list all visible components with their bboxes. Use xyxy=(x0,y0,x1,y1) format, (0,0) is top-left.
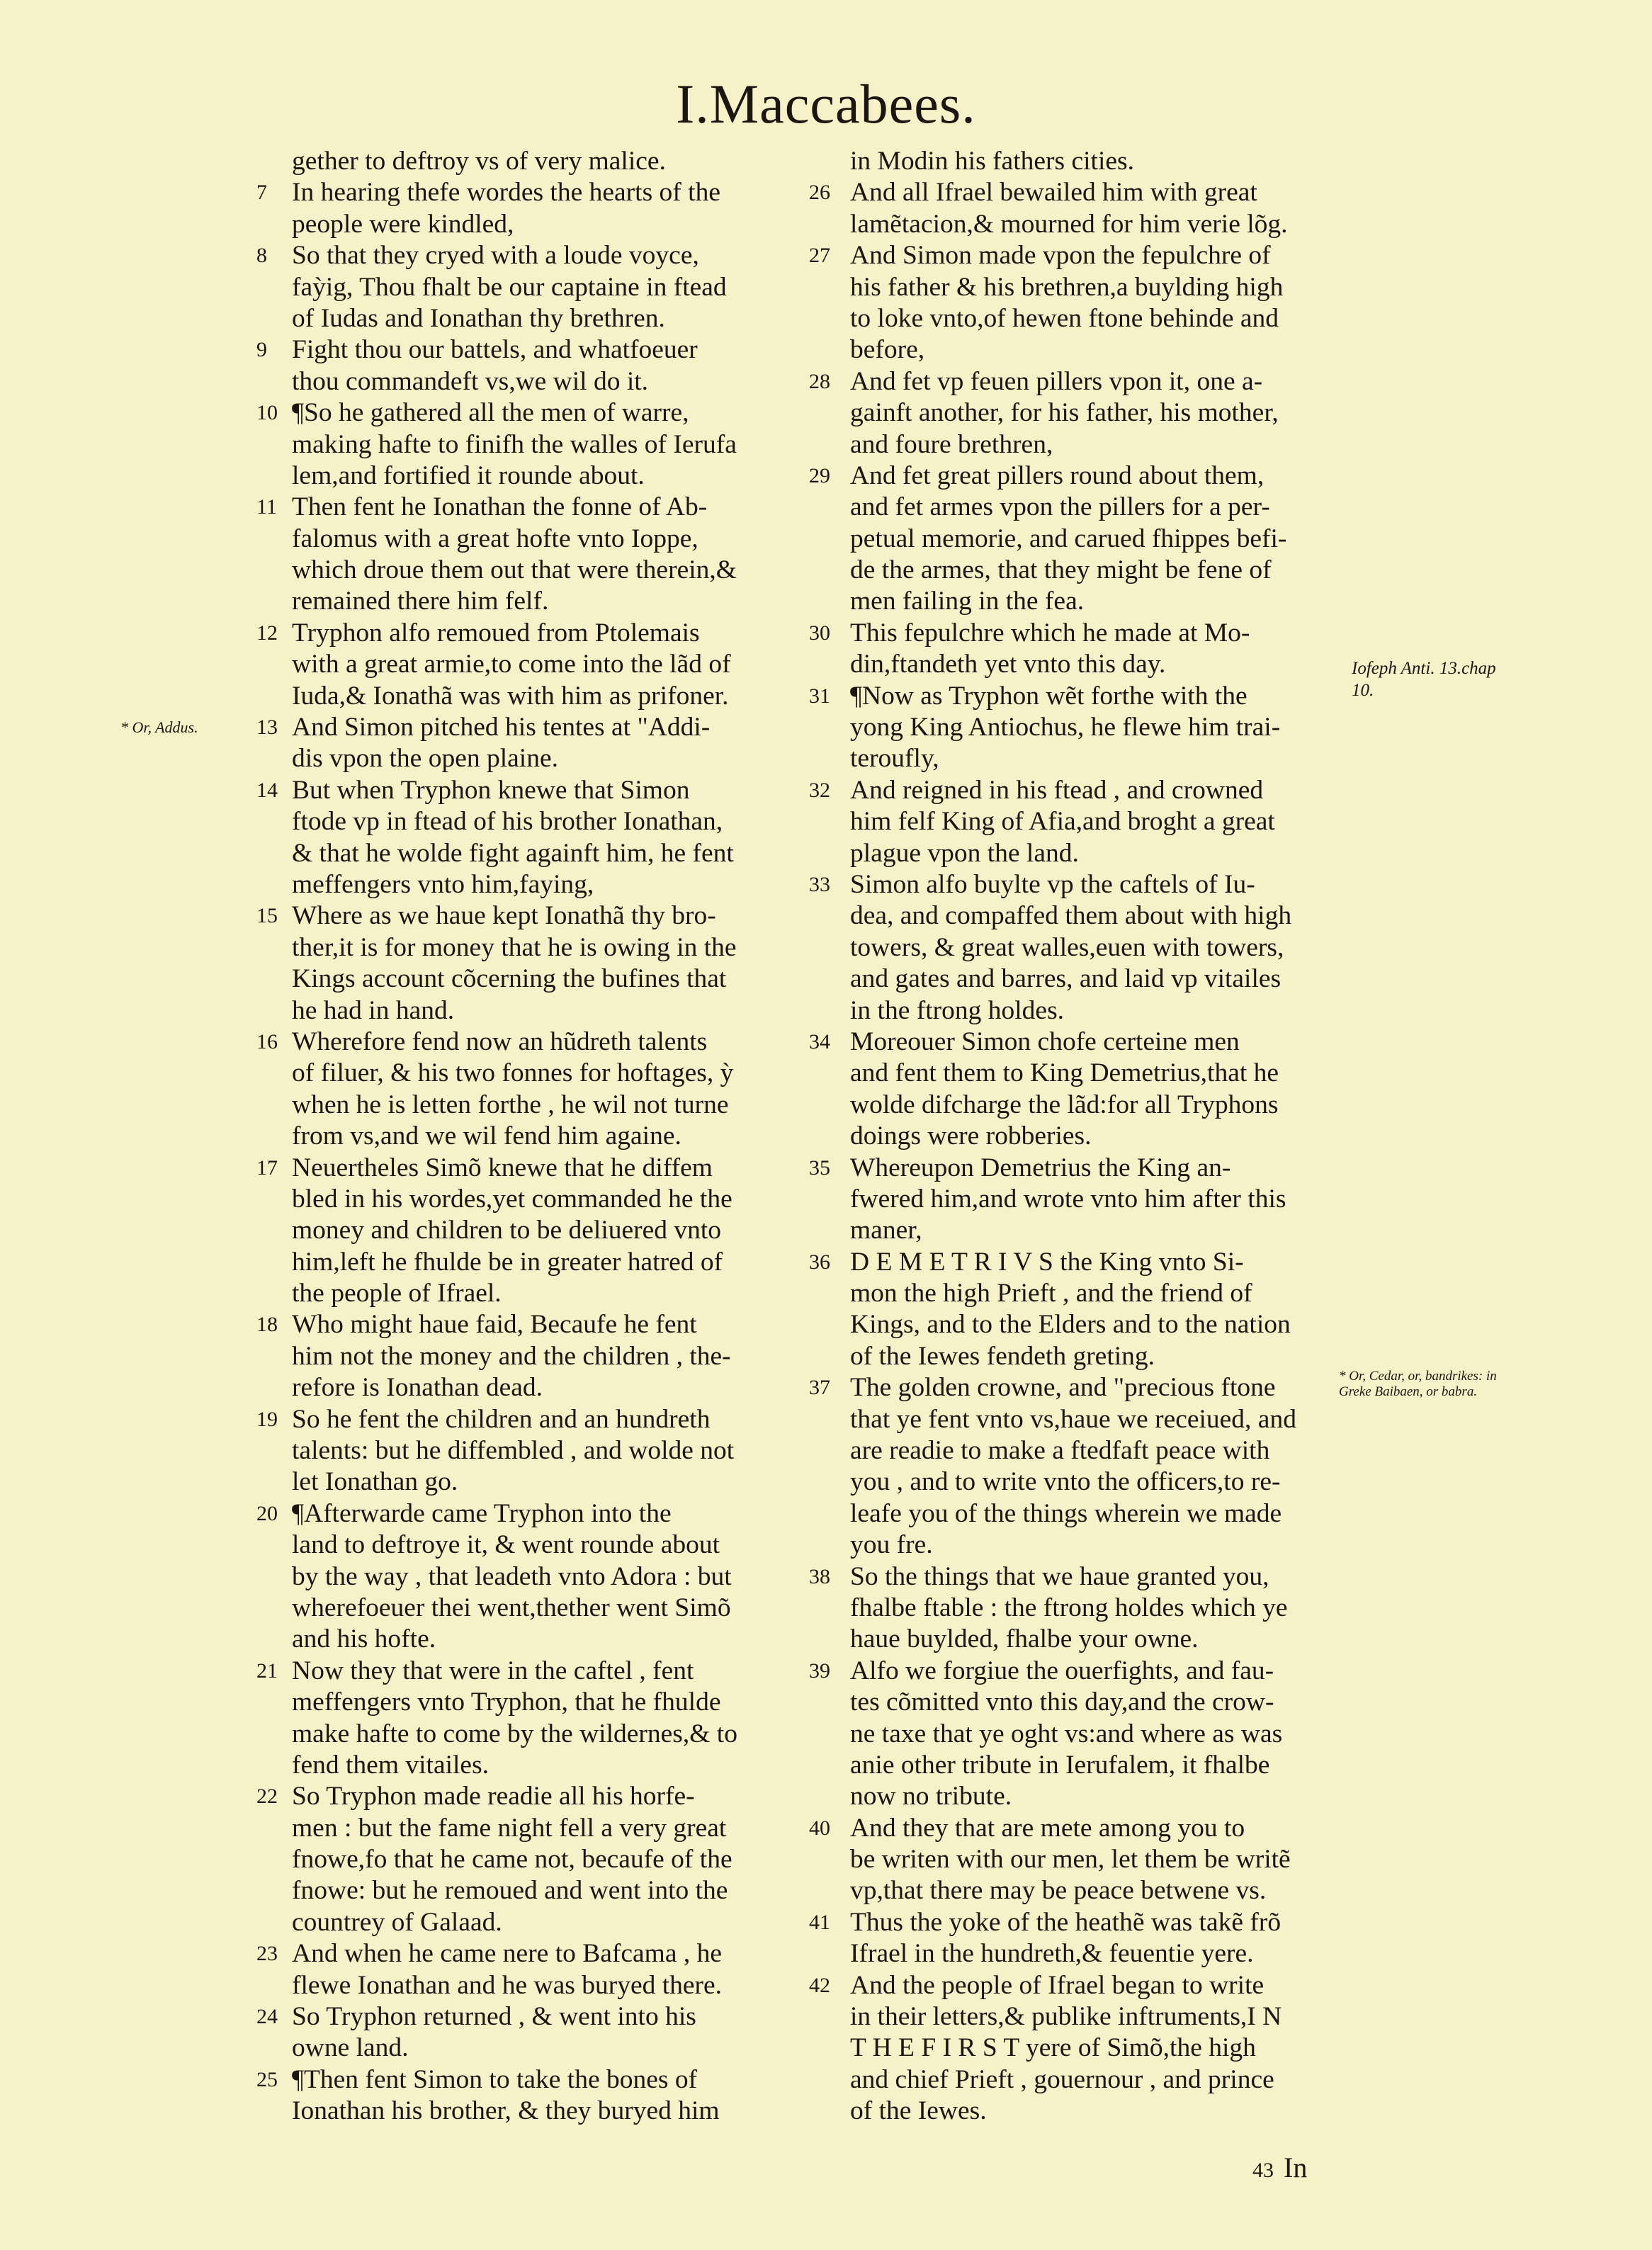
verse-text: and chief Prieft , gouernour , and prince xyxy=(850,2064,1274,2094)
text-line xyxy=(255,272,795,303)
verse-text: ne taxe that ye oght vs:and where as was xyxy=(850,1719,1283,1748)
verse-text: Whereupon Demetrius the King an- xyxy=(850,1153,1231,1182)
verse-text: Ifrael in the hundreth,& feuentie yere. xyxy=(850,1939,1254,1969)
text-line xyxy=(808,1278,1347,1309)
text-line xyxy=(255,397,795,429)
verse-text: The golden crowne, and "precious ftone xyxy=(850,1373,1276,1403)
text-line xyxy=(255,900,795,932)
verse-number: 17 xyxy=(256,1155,278,1180)
text-line xyxy=(255,1404,795,1435)
text-line xyxy=(808,1435,1347,1466)
verse-number: 11 xyxy=(256,495,277,519)
text-line xyxy=(255,1341,795,1372)
verse-text: T H E F I R S T yere of Simõ,the high xyxy=(850,2033,1256,2063)
text-line xyxy=(255,1875,795,1906)
verse-text: him not the money and the children , the- xyxy=(292,1341,731,1371)
text-line xyxy=(255,2096,795,2127)
text-line xyxy=(255,146,795,177)
verse-text: And Simon made vpon the fepulchre of xyxy=(850,241,1271,271)
verse-number: 10 xyxy=(256,401,278,425)
text-line xyxy=(255,1153,795,1184)
verse-number: 25 xyxy=(256,2067,278,2091)
margin-note-left: * Or, Addus. xyxy=(120,718,198,736)
text-line xyxy=(808,681,1347,712)
text-line xyxy=(255,1687,795,1718)
verse-text: refore is Ionathan dead. xyxy=(292,1373,543,1403)
text-line xyxy=(808,995,1347,1027)
verse-text: before, xyxy=(850,335,925,365)
verse-number: 38 xyxy=(809,1564,830,1588)
verse-text: So Tryphon returned , & went into his xyxy=(292,2002,696,2032)
verse-text: Iuda,& Ionathã was with him as prifoner. xyxy=(292,681,729,711)
text-line xyxy=(808,1404,1347,1435)
verse-number: 40 xyxy=(809,1816,830,1840)
verse-text: leafe you of the things wherein we made xyxy=(850,1498,1282,1528)
text-line xyxy=(808,272,1347,303)
text-line xyxy=(808,1341,1347,1372)
text-line xyxy=(808,492,1347,523)
text-line xyxy=(255,1938,795,1969)
text-line xyxy=(808,1781,1347,1812)
text-line xyxy=(255,1750,795,1781)
text-line xyxy=(808,524,1347,555)
text-line xyxy=(808,303,1347,334)
verse-number: 8 xyxy=(256,244,267,268)
text-line xyxy=(255,1309,795,1340)
verse-number: 39 xyxy=(809,1658,830,1683)
verse-text: towers, & great walles,euen with towers, xyxy=(850,932,1284,962)
verse-text: doings were robberies. xyxy=(850,1121,1092,1151)
verse-text: talents: but he diffembled , and wolde not xyxy=(292,1436,735,1466)
text-line xyxy=(808,838,1347,869)
verse-number: 27 xyxy=(809,244,830,268)
verse-number: 24 xyxy=(256,2005,278,2029)
text-line xyxy=(808,334,1347,366)
verse-text: Neuertheles Simõ knewe that he diffem xyxy=(292,1153,713,1182)
verse-text: and his hofte. xyxy=(292,1624,436,1654)
verse-text: So that they cryed with a loude voyce, xyxy=(292,241,699,271)
text-line xyxy=(808,649,1347,680)
text-line xyxy=(255,1593,795,1624)
verse-text: you , and to write vnto the officers,to re- xyxy=(850,1467,1281,1497)
text-line xyxy=(808,1530,1347,1561)
text-line xyxy=(808,1561,1347,1593)
verse-text: Ionathan his brother, & they buryed him xyxy=(292,2096,720,2126)
verse-text: D E M E T R I V S the King vnto Si- xyxy=(850,1247,1244,1277)
text-line xyxy=(255,963,795,995)
text-line xyxy=(808,1027,1347,1058)
verse-text: wherefoeuer thei went,thether went Simõ xyxy=(292,1593,731,1622)
verse-text: bled in his wordes,yet commanded he the xyxy=(292,1184,732,1214)
verse-text: and fent them to King Demetrius,that he xyxy=(850,1058,1279,1088)
text-line xyxy=(808,397,1347,429)
verse-number: 29 xyxy=(809,463,830,487)
verse-text: mon the high Prieft , and the friend of xyxy=(850,1279,1252,1308)
text-line xyxy=(808,869,1347,900)
text-line xyxy=(255,2001,795,2033)
text-line xyxy=(808,743,1347,774)
left-column xyxy=(255,146,795,2127)
text-line xyxy=(255,1121,795,1152)
verse-text: Simon alfo buylte vp the caftels of Iu- xyxy=(850,869,1255,899)
text-line xyxy=(255,1844,795,1875)
text-line xyxy=(255,1530,795,1561)
text-line xyxy=(808,586,1347,617)
verse-text: let Ionathan go. xyxy=(292,1467,458,1497)
verse-text: he had in hand. xyxy=(292,995,455,1025)
verse-text: to loke vnto,of hewen ftone behinde and xyxy=(850,303,1279,333)
verse-text: of the Iewes fendeth greting. xyxy=(850,1341,1155,1371)
verse-text: remained there him felf. xyxy=(292,587,549,616)
verse-text: dea, and compaffed them about with high xyxy=(850,901,1292,931)
verse-text: haue buylded, fhalbe your owne. xyxy=(850,1624,1199,1654)
verse-number: 19 xyxy=(256,1407,278,1431)
verse-text: fhalbe ftable : the ftrong holdes which ye xyxy=(850,1593,1288,1622)
verse-text: dis vpon the open plaine. xyxy=(292,744,558,774)
catchword xyxy=(1252,2151,1307,2184)
verse-text: by the way , that leadeth vnto Adora : but xyxy=(292,1561,732,1591)
text-line xyxy=(255,1435,795,1466)
text-line xyxy=(255,1656,795,1687)
text-line xyxy=(808,1215,1347,1246)
verse-text: from vs,and we wil fend him againe. xyxy=(292,1121,681,1151)
verse-number: 32 xyxy=(809,778,830,802)
verse-text: Now they that were in the caftel , fent xyxy=(292,1656,694,1685)
verse-number: 16 xyxy=(256,1029,278,1053)
text-line xyxy=(808,1184,1347,1215)
verse-number: 36 xyxy=(809,1250,830,1274)
text-line xyxy=(255,838,795,869)
text-line xyxy=(808,177,1347,208)
verse-number: 15 xyxy=(256,904,278,928)
verse-number: 26 xyxy=(809,181,830,205)
text-line xyxy=(808,2033,1347,2064)
text-line xyxy=(255,1184,795,1215)
text-line xyxy=(808,366,1347,397)
verse-text: fend them vitailes. xyxy=(292,1750,490,1780)
text-line xyxy=(255,1090,795,1121)
text-line xyxy=(808,429,1347,460)
text-line xyxy=(255,555,795,586)
text-line xyxy=(808,209,1347,240)
verse-number: 23 xyxy=(256,1942,278,1966)
text-line xyxy=(808,1938,1347,1969)
verse-text: gether to deftroy vs of very malice. xyxy=(292,147,666,176)
verse-text: are readie to make a ftedfaft peace with xyxy=(850,1436,1270,1466)
text-line xyxy=(808,1907,1347,1938)
text-line xyxy=(808,1121,1347,1152)
text-line xyxy=(255,460,795,492)
verse-text: countrey of Galaad. xyxy=(292,1907,502,1937)
verse-text: This fepulchre which he made at Mo- xyxy=(850,618,1250,648)
verse-number: 20 xyxy=(256,1501,278,1525)
verse-text: land to deftroye it, & went rounde about xyxy=(292,1530,720,1560)
verse-text: fnowe,fo that he came not, becaufe of the xyxy=(292,1845,732,1875)
verse-number: 18 xyxy=(256,1313,278,1337)
verse-number: 41 xyxy=(809,1910,830,1934)
verse-text: gainft another, for his father, his mother, xyxy=(850,398,1279,428)
verse-text: Tryphon alfo remoued from Ptolemais xyxy=(292,618,700,648)
text-line xyxy=(255,1907,795,1938)
verse-text: ther,it is for money that he is owing in the xyxy=(292,932,737,962)
verse-text: Moreouer Simon chofe certeine men xyxy=(850,1027,1240,1056)
text-line xyxy=(255,806,795,837)
verse-text: wolde difcharge the lãd:for all Tryphons xyxy=(850,1090,1279,1119)
verse-number: 35 xyxy=(809,1155,830,1180)
verse-text: And fet great pillers round about them, xyxy=(850,460,1265,490)
text-line xyxy=(808,2001,1347,2033)
verse-text: And the people of Ifrael began to write xyxy=(850,1970,1265,2000)
verse-text: him,left he fhulde be in greater hatred of xyxy=(292,1247,723,1277)
text-line xyxy=(255,1781,795,1812)
text-line xyxy=(255,177,795,208)
verse-text: Thus the yoke of the heathẽ was takẽ frõ xyxy=(850,1907,1282,1937)
text-line xyxy=(808,1090,1347,1121)
verse-text: maner, xyxy=(850,1216,922,1245)
text-line xyxy=(808,1593,1347,1624)
verse-number: 31 xyxy=(809,684,830,708)
text-line xyxy=(808,1309,1347,1340)
verse-text: fnowe: but he remoued and went into the xyxy=(292,1876,728,1906)
text-line xyxy=(255,1027,795,1058)
text-line xyxy=(255,712,795,743)
verse-text: which droue them out that were therein,& xyxy=(292,555,737,585)
text-line xyxy=(808,555,1347,586)
verse-text: But when Tryphon knewe that Simon xyxy=(292,775,690,805)
verse-text: that ye fent vnto vs,haue we receiued, and xyxy=(850,1404,1296,1434)
verse-text: Kings, and to the Elders and to the nation xyxy=(850,1310,1291,1340)
text-line xyxy=(255,1624,795,1655)
text-line xyxy=(808,1372,1347,1403)
verse-text: men failing in the fea. xyxy=(850,587,1085,616)
text-line xyxy=(808,1970,1347,2001)
text-line xyxy=(808,1813,1347,1844)
text-line xyxy=(808,1153,1347,1184)
verse-number: 21 xyxy=(256,1658,278,1683)
verse-number: 33 xyxy=(809,872,830,896)
text-line xyxy=(255,1058,795,1089)
text-line xyxy=(255,524,795,555)
text-line xyxy=(808,146,1347,177)
catchword-text: In xyxy=(1284,2152,1308,2183)
text-line xyxy=(255,869,795,900)
verse-text: people were kindled, xyxy=(292,209,514,239)
verse-number: 9 xyxy=(256,338,267,362)
verse-text: faỳig, Thou fhalt be our captaine in ftead xyxy=(292,272,727,302)
text-line xyxy=(808,775,1347,806)
page-title: I.Maccabees. xyxy=(676,73,976,135)
verse-number: 28 xyxy=(809,369,830,393)
text-line xyxy=(255,932,795,963)
text-line xyxy=(808,1844,1347,1875)
text-line xyxy=(255,366,795,397)
verse-text: owne land. xyxy=(292,2033,409,2063)
text-line xyxy=(255,334,795,366)
text-line xyxy=(808,963,1347,995)
text-line xyxy=(255,429,795,460)
verse-text: making hafte to finifh the walles of Ierufa xyxy=(292,429,737,459)
verse-text: In hearing thefe wordes the hearts of the xyxy=(292,178,720,208)
verse-text: Who might haue faid, Becaufe he fent xyxy=(292,1310,697,1340)
verse-text: fwered him,and wrote vnto him after this xyxy=(850,1184,1286,1214)
text-line xyxy=(808,1498,1347,1530)
verse-text: And fet vp feuen pillers vpon it, one a- xyxy=(850,366,1263,396)
verse-text: And Simon pitched his tentes at "Addi- xyxy=(292,713,711,742)
text-line xyxy=(255,2064,795,2096)
text-line xyxy=(808,2064,1347,2096)
verse-number: 12 xyxy=(256,621,278,645)
text-line xyxy=(255,492,795,523)
verse-text: when he is letten forthe , he wil not turne xyxy=(292,1090,729,1119)
text-line xyxy=(808,460,1347,492)
catchword-number: 43 xyxy=(1252,2159,1274,2182)
verse-text: in their letters,& publike inftruments,I N xyxy=(850,2002,1282,2032)
verse-text: flewe Ionathan and he was buryed there. xyxy=(292,1970,723,2000)
text-line xyxy=(808,2096,1347,2127)
text-line xyxy=(255,2033,795,2064)
text-line xyxy=(808,806,1347,837)
text-line xyxy=(255,1719,795,1750)
text-line xyxy=(808,1466,1347,1498)
text-line xyxy=(255,1247,795,1278)
verse-text: lem,and fortified it rounde about. xyxy=(292,460,645,490)
verse-text: of filuer, & his two fonnes for hoftages, ỳ xyxy=(292,1058,734,1088)
verse-text: de the armes, that they might be fene of xyxy=(850,555,1272,585)
verse-text: lamẽtacion,& mourned for him verie lõg. xyxy=(850,209,1288,239)
verse-text: ¶Now as Tryphon wẽt forthe with the xyxy=(850,681,1248,711)
text-line xyxy=(255,1498,795,1530)
verse-text: in Modin his fathers cities. xyxy=(850,147,1134,176)
verse-text: meffengers vnto Tryphon, that he fhulde xyxy=(292,1688,721,1717)
text-line xyxy=(808,1875,1347,1906)
text-line xyxy=(255,775,795,806)
verse-text: And all Ifrael bewailed him with great xyxy=(850,178,1257,208)
verse-text: and fet armes vpon the pillers for a per- xyxy=(850,492,1270,522)
text-line xyxy=(808,1624,1347,1655)
text-line xyxy=(808,1719,1347,1750)
verse-text: with a great armie,to come into the lãd of xyxy=(292,650,731,679)
verse-text: and gates and barres, and laid vp vitailes xyxy=(850,964,1282,994)
text-line xyxy=(255,240,795,271)
verse-text: him felf King of Afia,and broght a great xyxy=(850,807,1275,837)
text-line xyxy=(255,1278,795,1309)
verse-text: now no tribute. xyxy=(850,1782,1012,1811)
verse-text: vp,that there may be peace betwene vs. xyxy=(850,1876,1267,1906)
verse-text: Kings account cõcerning the bufines that xyxy=(292,964,727,994)
verse-text: make hafte to come by the wildernes,& to xyxy=(292,1719,737,1748)
verse-number: 42 xyxy=(809,1973,830,1997)
text-line xyxy=(808,1656,1347,1687)
verse-text: thou commandeft vs,we wil do it. xyxy=(292,366,649,396)
text-line xyxy=(808,618,1347,649)
verse-number: 34 xyxy=(809,1029,830,1053)
verse-text: Then fent he Ionathan the fonne of Ab- xyxy=(292,492,708,522)
verse-text: the people of Ifrael. xyxy=(292,1279,502,1308)
verse-text: And reigned in his ftead , and crowned xyxy=(850,775,1264,805)
text-line xyxy=(255,743,795,774)
verse-text: in the ftrong holdes. xyxy=(850,995,1065,1025)
verse-number: 7 xyxy=(256,181,267,205)
verse-text: anie other tribute in Ierufalem, it fhalbe xyxy=(850,1750,1270,1780)
text-line xyxy=(255,586,795,617)
verse-text: of the Iewes. xyxy=(850,2096,987,2126)
verse-text: So the things that we haue granted you, xyxy=(850,1561,1269,1591)
text-line xyxy=(808,932,1347,963)
text-line xyxy=(808,240,1347,271)
verse-text: his father & his brethren,a buylding high xyxy=(850,272,1284,302)
verse-number: 14 xyxy=(256,778,278,802)
text-line xyxy=(808,1687,1347,1718)
verse-text: So Tryphon made readie all his horfe- xyxy=(292,1782,695,1811)
text-line xyxy=(255,681,795,712)
text-line xyxy=(255,995,795,1027)
verse-text: plague vpon the land. xyxy=(850,838,1079,868)
verse-number: 30 xyxy=(809,621,830,645)
verse-number: 22 xyxy=(256,1785,278,1809)
verse-text: Alfo we forgiue the ouerfights, and fau- xyxy=(850,1656,1274,1685)
text-line xyxy=(255,1561,795,1593)
text-line xyxy=(808,900,1347,932)
text-line xyxy=(255,1215,795,1246)
verse-text: be writen with our men, let them be writẽ xyxy=(850,1845,1291,1875)
margin-note-josephus: Iofeph Anti. 13.chap 10. xyxy=(1352,659,1496,700)
text-line xyxy=(808,1247,1347,1278)
verse-text: & that he wolde fight againft him, he fent xyxy=(292,838,734,868)
right-column xyxy=(808,146,1347,2127)
verse-text: petual memorie, and carued fhippes befi- xyxy=(850,524,1287,553)
verse-text: So he fent the children and an hundreth xyxy=(292,1404,711,1434)
text-line xyxy=(255,618,795,649)
verse-text: of Iudas and Ionathan thy brethren. xyxy=(292,303,665,333)
text-line xyxy=(255,649,795,680)
text-line xyxy=(255,303,795,334)
text-line xyxy=(255,209,795,240)
text-line xyxy=(808,712,1347,743)
text-line xyxy=(255,1372,795,1403)
verse-text: ¶Then fent Simon to take the bones of xyxy=(292,2064,698,2094)
text-line xyxy=(255,1813,795,1844)
verse-number: 13 xyxy=(256,716,278,740)
verse-text: men : but the fame night fell a very great xyxy=(292,1813,727,1843)
verse-text: teroufly, xyxy=(850,744,939,774)
verse-text: Wherefore fend now an hũdreth talents xyxy=(292,1027,708,1056)
verse-text: And they that are mete among you to xyxy=(850,1813,1245,1843)
verse-number: 37 xyxy=(809,1376,830,1400)
margin-note-precious-stone: * Or, Cedar, or, bandrikes: in Greke Baibaen, or babra. xyxy=(1339,1369,1497,1399)
verse-text: And when he came nere to Bafcama , he xyxy=(292,1939,723,1969)
verse-text: ¶Afterwarde came Tryphon into the xyxy=(292,1498,672,1528)
verse-text: Where as we haue kept Ionathã thy bro- xyxy=(292,901,716,931)
verse-text: din,ftandeth yet vnto this day. xyxy=(850,650,1166,679)
verse-text: you fre. xyxy=(850,1530,933,1560)
verse-text: meffengers vnto him,faying, xyxy=(292,869,594,899)
verse-text: yong King Antiochus, he flewe him trai- xyxy=(850,713,1281,742)
verse-text: money and children to be deliuered vnto xyxy=(292,1216,722,1245)
verse-text: tes cõmitted vnto this day,and the crow- xyxy=(850,1688,1274,1717)
text-line xyxy=(255,1466,795,1498)
verse-text: ftode vp in ftead of his brother Ionathan, xyxy=(292,807,723,837)
verse-text: and foure brethren, xyxy=(850,429,1053,459)
text-line xyxy=(255,1970,795,2001)
verse-text: ¶So he gathered all the men of warre, xyxy=(292,398,689,428)
verse-text: Fight thou our battels, and whatfoeuer xyxy=(292,335,698,365)
verse-text: falomus with a great hofte vnto Ioppe, xyxy=(292,524,698,553)
text-line xyxy=(808,1058,1347,1089)
text-line xyxy=(808,1750,1347,1781)
